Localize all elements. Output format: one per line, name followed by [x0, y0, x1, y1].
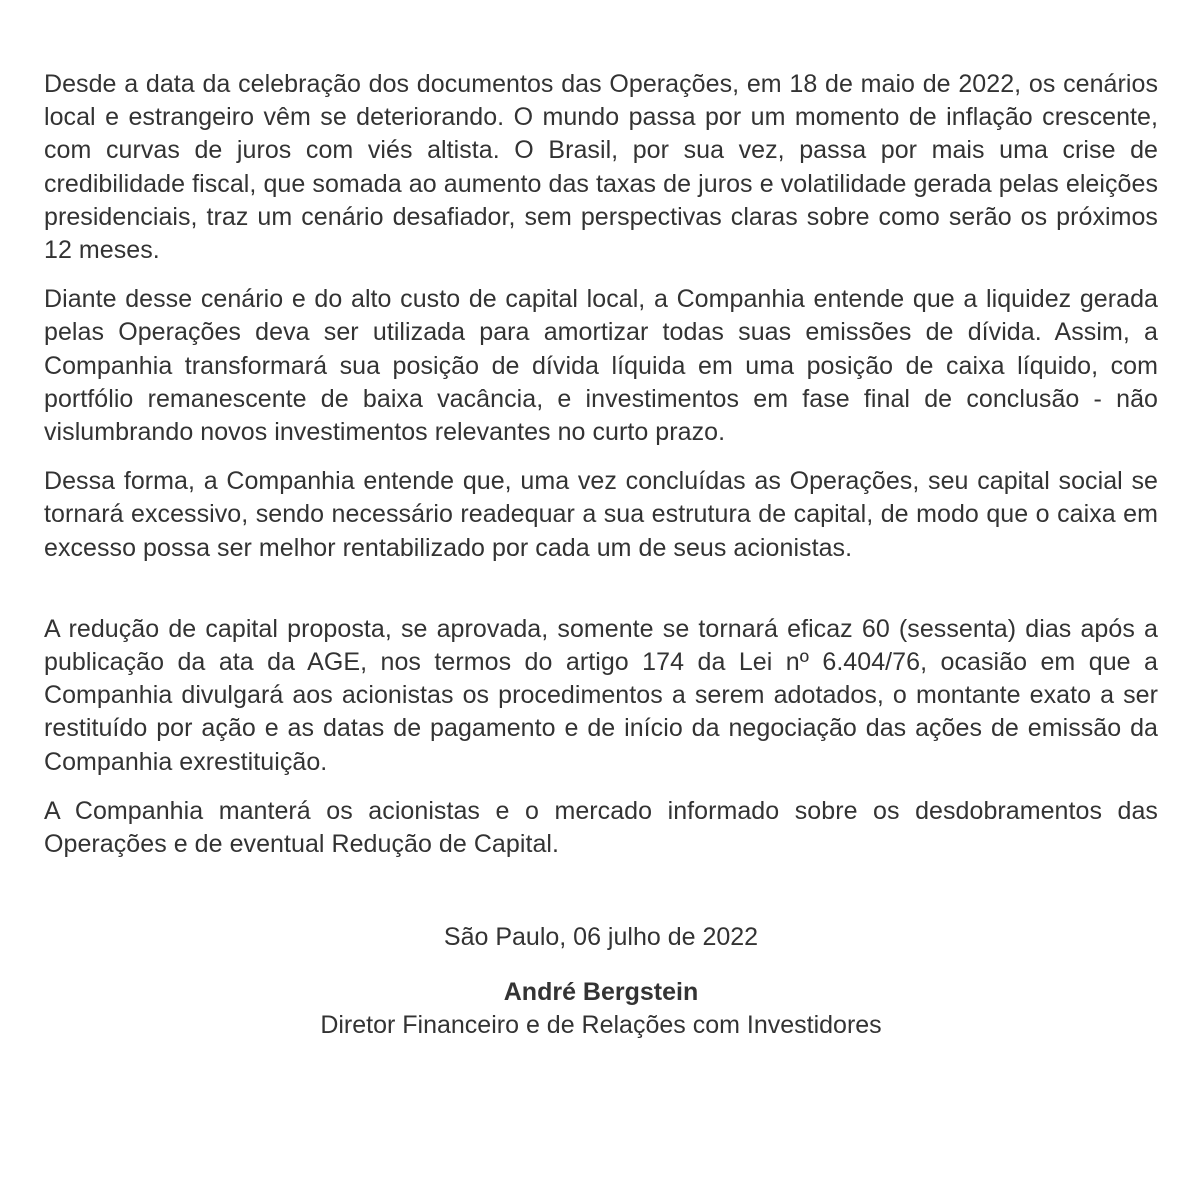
paragraph-capital-structure: Dessa forma, a Companhia entende que, uma vez concluídas as Operações, seu capital social se tornará excessivo, sendo necessário readequar a sua estrutura de capital, de modo que o caixa em excesso possa ser melhor rentabilizado por cada um de seus acionistas.: [44, 467, 1158, 562]
paragraph-capital-reduction: A redução de capital proposta, se aprovada, somente se tornará eficaz 60 (sessenta) dias após a publicação da ata da AGE, nos termos do artigo 174 da Lei nº 6.404/76, ocasião em que a Companhia divulgará aos acionistas os procedimentos a serem adotados, o montante exato a ser restituído por ação e as datas de pagamento e de início da negociação das ações de emissão da Companhia exrestituição.: [44, 614, 1158, 776]
signer-title: Diretor Financeiro e de Relações com Investidores: [320, 1011, 882, 1040]
paragraph-market-information: A Companhia manterá os acionistas e o mercado informado sobre os desdobramentos das Operações e de eventual Redução de Capital.: [44, 796, 1158, 859]
place-and-date: São Paulo, 06 julho de 2022: [443, 923, 759, 952]
paragraph-market-scenario: Desde a data da celebração dos documentos das Operações, em 18 de maio de 2022, os cenários local e estrangeiro vêm se deteriorando. O mundo passa por um momento de inflação crescente, com curvas de juros com viés altista. O Brasil, por sua vez, passa por mais uma crise de credibilidade fiscal, que somada ao aumento das taxas de juros e volatilidade gerada pelas eleições presidenciais, traz um cenário desafiador, sem perspectivas claras sobre como serão os próximos 12 meses.: [44, 70, 1158, 265]
paragraph-debt-amortization: Diante desse cenário e do alto custo de capital local, a Companhia entende que a liquidez gerada pelas Operações deva ser utilizada para amortizar todas suas emissões de dívida. Assim, a Companhia transformará sua posição de dívida líquida em uma posição de caixa líquido, com portfólio remanescente de baixa vacância, e investimentos em fase final de conclusão - não vislumbrando novos investimentos relevantes no curto prazo.: [44, 285, 1158, 447]
signer-name: André Bergstein: [503, 978, 699, 1007]
